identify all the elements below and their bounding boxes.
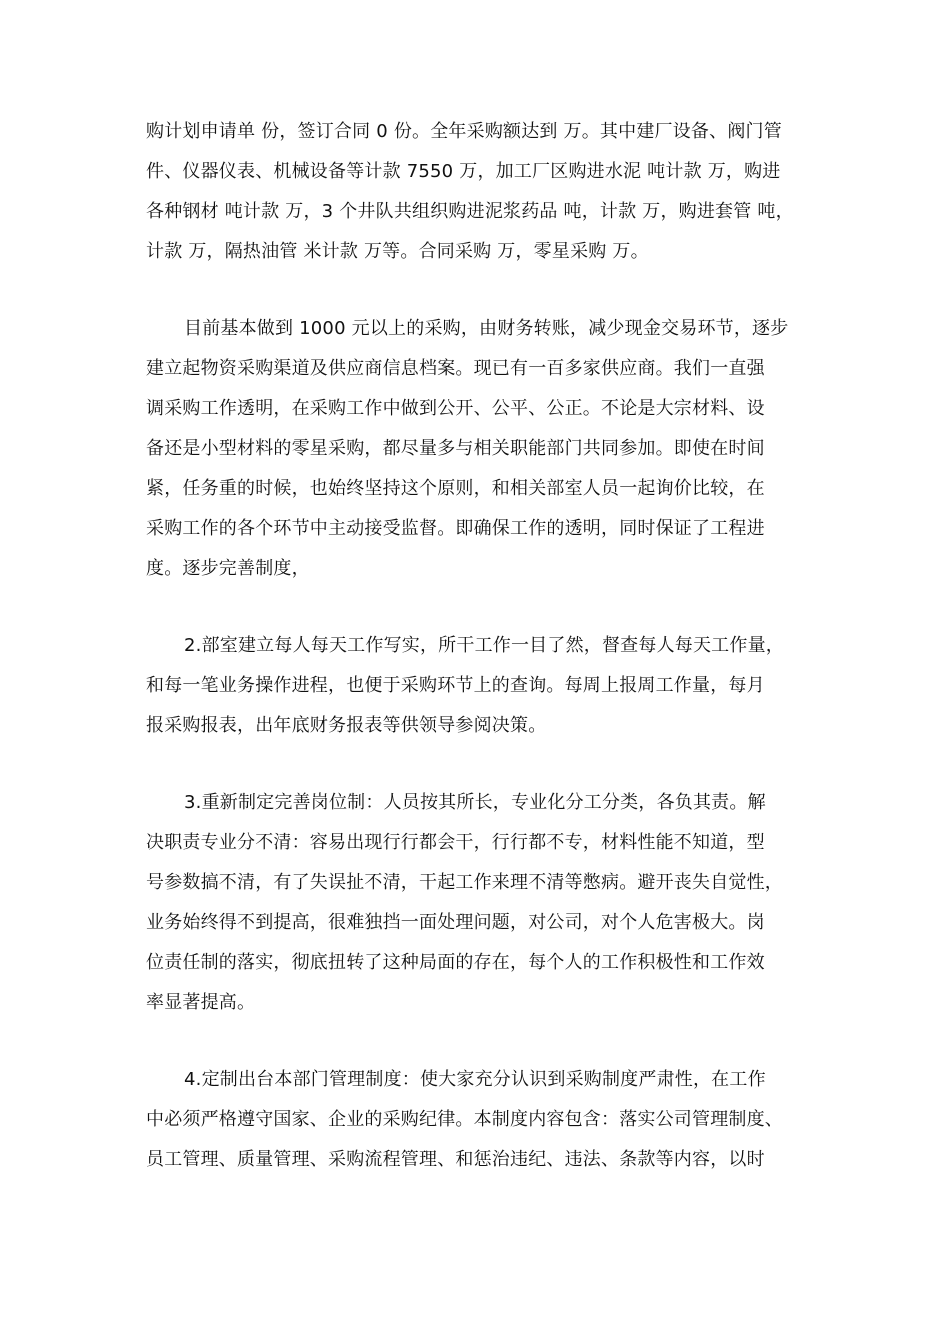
paragraph-line: 位责任制的落实，彻底扭转了这种局面的存在，每个人的工作积极性和工作效 (146, 952, 765, 973)
paragraph-line: 和每一笔业务操作进程，也便于采购环节上的查询。每周上报周工作量，每月 (146, 675, 765, 696)
paragraph-line: 度。逐步完善制度， (146, 558, 310, 579)
paragraph-1 (146, 112, 810, 272)
paragraph-line: 2.部室建立每人每天工作写实，所干工作一目了然，督查每人每天工作量， (184, 635, 784, 656)
paragraph-line: 4.定制出台本部门管理制度：使大家充分认识到采购制度严肃性，在工作 (184, 1069, 766, 1090)
paragraph-line: 紧，任务重的时候，也始终坚持这个原则，和相关部室人员一起询价比较，在 (146, 478, 765, 499)
paragraph-line: 率显著提高。 (146, 992, 256, 1013)
paragraph-line: 3.重新制定完善岗位制：人员按其所长，专业化分工分类，各负其责。解 (184, 792, 766, 813)
paragraph-line: 购计划申请单 份，签订合同 0 份。全年采购额达到 万。其中建厂设备、阀门管 (146, 121, 782, 142)
document-body (146, 112, 810, 1217)
paragraph-line: 备还是小型材料的零星采购，都尽量多与相关职能部门共同参加。即使在时间 (146, 438, 765, 459)
paragraph-line: 中必须严格遵守国家、企业的采购纪律。本制度内容包含：落实公司管理制度、 (146, 1109, 783, 1130)
paragraph-line: 号参数搞不清，有了失误扯不清，干起工作来理不清等憋病。避开丧失自觉性， (146, 872, 783, 893)
paragraph-line: 业务始终得不到提高，很难独挡一面处理问题，对公司，对个人危害极大。岗 (146, 912, 765, 933)
paragraph-line: 计款 万，隔热油管 米计款 万等。合同采购 万，零星采购 万。 (146, 241, 649, 262)
paragraph-line: 目前基本做到 1000 元以上的采购，由财务转账，减少现金交易环节，逐步 (184, 318, 789, 339)
paragraph-line: 调采购工作透明，在采购工作中做到公开、公平、公正。不论是大宗材料、设 (146, 398, 765, 419)
paragraph-line: 各种钢材 吨计款 万，3 个井队共组织购进泥浆药品 吨，计款 万，购进套管 吨， (146, 201, 794, 222)
paragraph-line: 建立起物资采购渠道及供应商信息档案。现已有一百多家供应商。我们一直强 (146, 358, 765, 379)
paragraph-line: 报采购报表，出年底财务报表等供领导参阅决策。 (146, 715, 547, 736)
paragraph-2 (146, 309, 810, 589)
paragraph-line: 件、仪器仪表、机械设备等计款 7550 万，加工厂区购进水泥 吨计款 万，购进 (146, 161, 781, 182)
paragraph-line: 决职责专业分不清：容易出现行行都会干，行行都不专，材料性能不知道，型 (146, 832, 765, 853)
paragraph-3 (146, 626, 810, 746)
paragraph-4 (146, 783, 810, 1023)
paragraph-5 (146, 1060, 810, 1180)
paragraph-line: 采购工作的各个环节中主动接受监督。即确保工作的透明，同时保证了工程进 (146, 518, 765, 539)
paragraph-line: 员工管理、质量管理、采购流程管理、和惩治违纪、违法、条款等内容，以时 (146, 1149, 765, 1170)
